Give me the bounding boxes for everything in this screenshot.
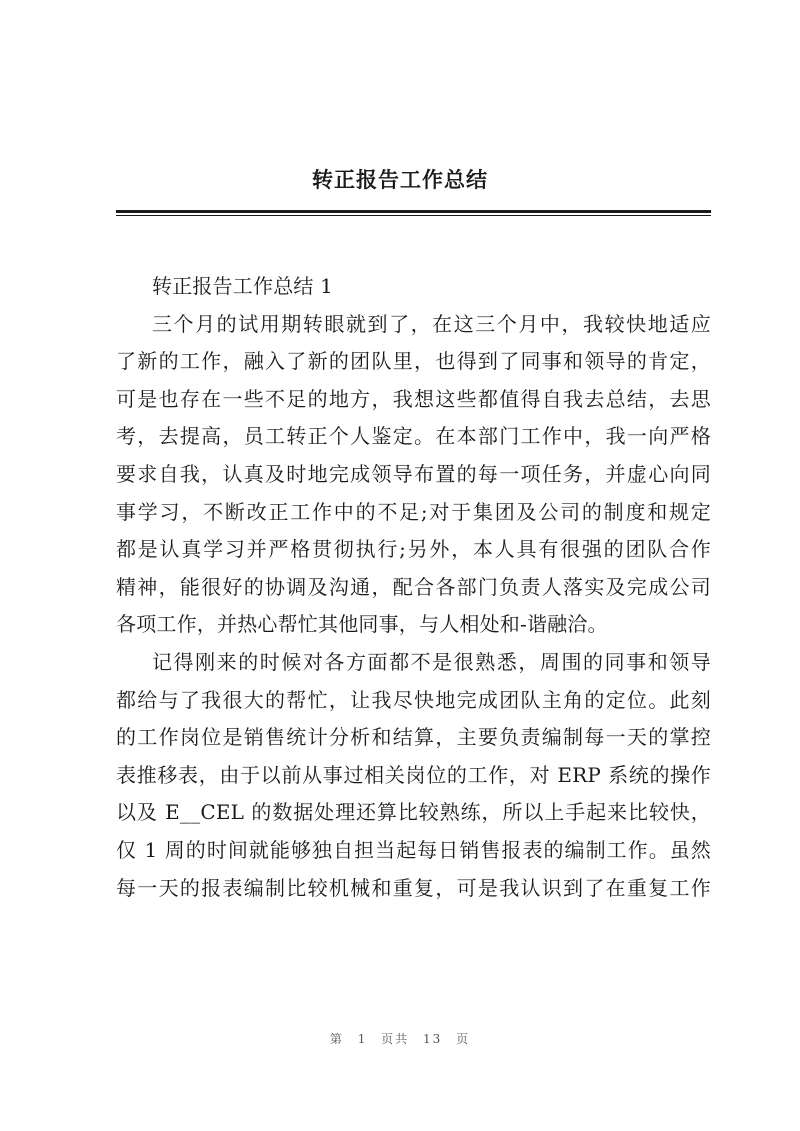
paragraph-line: 精神，能很好的协调及沟通，配合各部门负责人落实及完成公司 [116, 574, 711, 599]
section-heading: 转正报告工作总结 1 [152, 274, 334, 298]
paragraph-line: 要求自我，认真及时地完成领导布置的每一项任务，并虚心向同 [116, 461, 711, 486]
paragraph-line: 记得刚来的时候对各方面都不是很熟悉，周围的同事和领导 [152, 649, 711, 674]
paragraph-line: 各项工作，并热心帮忙其他同事，与人相处和-谐融洽。 [116, 612, 608, 637]
page-title: 转正报告工作总结 [312, 168, 488, 192]
paragraph-line: 每一天的报表编制比较机械和重复，可是我认识到了在重复工作 [116, 875, 711, 900]
paragraph-line: 三个月的试用期转眼就到了，在这三个月中，我较快地适应 [152, 311, 711, 336]
paragraph-line: 都给与了我很大的帮忙，让我尽快地完成团队主角的定位。此刻 [116, 687, 711, 712]
paragraph-line: 了新的工作，融入了新的团队里，也得到了同事和领导的肯定， [116, 349, 711, 374]
title-divider [116, 210, 711, 213]
document-body [116, 268, 711, 907]
title-divider-thin [116, 215, 711, 216]
paragraph-line: 的工作岗位是销售统计分析和结算，主要负责编制每一天的掌控 [116, 725, 711, 750]
paragraph-line: 仅 1 周的时间就能够独自担当起每日销售报表的编制工作。虽然 [116, 837, 711, 862]
paragraph-line: 都是认真学习并严格贯彻执行;另外，本人具有很强的团队合作 [116, 537, 711, 562]
page-number-footer: 第 1 页共 13 页 [329, 1032, 471, 1046]
paragraph-line: 考，去提高，员工转正个人鉴定。在本部门工作中，我一向严格 [116, 424, 711, 449]
paragraph-line: 可是也存在一些不足的地方，我想这些都值得自我去总结，去思 [116, 386, 711, 411]
paragraph-line: 以及 E__CEL 的数据处理还算比较熟练，所以上手起来比较快， [116, 800, 711, 825]
paragraph-line: 事学习，不断改正工作中的不足;对于集团及公司的制度和规定 [116, 499, 711, 524]
paragraph-line: 表推移表，由于以前从事过相关岗位的工作，对 ERP 系统的操作 [116, 762, 711, 787]
